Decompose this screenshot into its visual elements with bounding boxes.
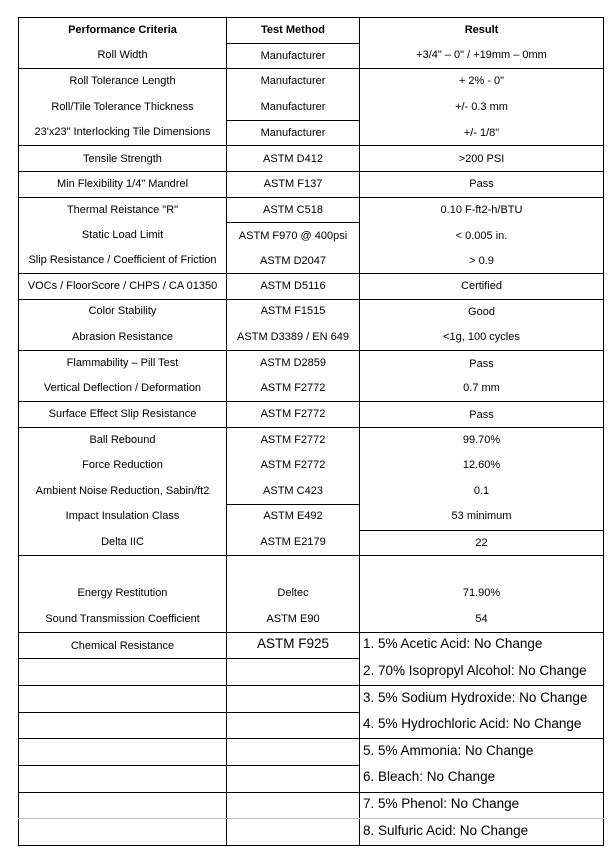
result-cell: 99.70% [462, 434, 501, 446]
criteria-cell: Ball Rebound [89, 434, 156, 446]
column-divider-1 [226, 17, 227, 846]
result-cell: 0.7 mm [463, 382, 500, 394]
table-border-top [18, 17, 604, 18]
method-cell: ASTM D2047 [259, 255, 327, 267]
criteria-cell: Energy Restitution [77, 587, 168, 599]
method-cell: ASTM F925 [256, 636, 330, 651]
result-cell: 0.1 [473, 485, 490, 497]
header-performance-criteria: Performance Criteria [68, 24, 177, 36]
criteria-cell: Roll/Tile Tolerance Thickness [51, 101, 194, 113]
method-cell: ASTM E90 [266, 613, 320, 625]
row-divider [18, 427, 604, 428]
result-cell: <1g, 100 cycles [443, 331, 520, 343]
row-divider [226, 222, 360, 223]
result-cell: +3/4" – 0" / +19mm – 0mm [416, 49, 547, 61]
method-cell: ASTM E2179 [260, 536, 326, 548]
row-divider [18, 171, 604, 172]
criteria-cell: Thermal Reistance "R" [66, 204, 179, 216]
method-cell: ASTM F1515 [260, 305, 326, 317]
chemical-result-item: 1. 5% Acetic Acid: No Change [363, 636, 543, 651]
result-cell: Certified [461, 280, 502, 292]
row-divider [18, 555, 604, 556]
row-divider [18, 685, 604, 686]
criteria-cell: Force Reduction [82, 459, 163, 471]
method-cell: ASTM F2772 [260, 459, 326, 471]
criteria-cell: Chemical Resistance [70, 640, 175, 652]
criteria-cell: Min Flexibility 1/4" Mandrel [56, 178, 189, 190]
result-cell: < 0.005 in. [455, 230, 508, 242]
result-cell: Pass [469, 409, 494, 421]
method-cell: ASTM E492 [263, 510, 323, 522]
row-divider [18, 273, 604, 274]
criteria-cell: Surface Effect Slip Resistance [48, 408, 197, 420]
chemical-result-item: 4. 5% Hydrochloric Acid: No Change [363, 716, 582, 731]
row-divider [18, 350, 604, 351]
criteria-cell: Color Stability [88, 305, 157, 317]
row-divider [18, 765, 360, 766]
criteria-cell: Tensile Strength [83, 153, 162, 165]
method-cell: ASTM C423 [263, 485, 323, 497]
criteria-cell: Static Load Limit [81, 229, 164, 241]
method-cell: ASTM D3389 / EN 649 [237, 331, 349, 343]
header-test-method: Test Method [261, 24, 325, 36]
result-cell: 54 [475, 613, 488, 625]
method-cell: ASTM F2772 [260, 382, 326, 394]
table-border-left [18, 17, 19, 846]
result-cell: 12.60% [462, 459, 501, 471]
method-cell: ASTM F137 [263, 178, 323, 190]
result-cell: + 2% - 0" [458, 75, 505, 87]
result-cell: 0.10 F-ft2-h/BTU [440, 204, 523, 216]
result-cell: Pass [469, 178, 494, 190]
row-divider [18, 792, 604, 793]
result-cell: +/- 1/8" [463, 127, 500, 139]
criteria-cell: Slip Resistance / Coefficient of Friction [28, 254, 217, 266]
chemical-result-item: 7. 5% Phenol: No Change [363, 796, 520, 811]
result-cell: >200 PSI [458, 153, 505, 165]
row-divider [226, 504, 360, 505]
result-cell: Good [468, 306, 495, 318]
row-divider [359, 530, 604, 531]
method-cell: Manufacturer [260, 75, 326, 87]
method-cell: Manufacturer [260, 127, 326, 139]
criteria-cell: Vertical Deflection / Deformation [43, 382, 202, 394]
chemical-result-item: 2. 70% Isopropyl Alcohol: No Change [363, 663, 587, 678]
criteria-cell: Flammability – Pill Test [66, 357, 179, 369]
row-divider [18, 658, 360, 659]
method-cell: Deltec [277, 587, 309, 599]
row-divider [18, 197, 604, 198]
row-divider [18, 299, 604, 300]
row-divider [18, 145, 604, 146]
chemical-result-item: 6. Bleach: No Change [363, 769, 496, 784]
header-result: Result [464, 24, 499, 36]
criteria-cell: 23'x23" Interlocking Tile Dimensions [34, 126, 211, 138]
row-divider [18, 632, 604, 633]
method-cell: ASTM F2772 [260, 408, 326, 420]
chemical-result-item: 8. Sulfuric Acid: No Change [363, 823, 529, 838]
criteria-cell: Delta IIC [101, 536, 144, 548]
result-cell: 53 minimum [451, 510, 512, 522]
criteria-cell: Abrasion Resistance [72, 331, 173, 343]
chemical-result-item: 5. 5% Ammonia: No Change [363, 743, 534, 758]
row-divider [18, 712, 360, 713]
result-cell: 22 [475, 537, 488, 549]
row-divider [226, 43, 360, 44]
row-divider [18, 738, 604, 739]
result-cell: Pass [469, 358, 494, 370]
result-cell: 71.90% [462, 587, 501, 599]
result-cell: > 0.9 [469, 255, 494, 267]
row-divider [226, 120, 360, 121]
criteria-cell: VOCs / FloorScore / CHPS / CA 01350 [27, 280, 218, 292]
criteria-cell: Ambient Noise Reduction, Sabin/ft2 [35, 485, 210, 497]
criteria-cell: Impact Insulation Class [65, 510, 180, 522]
method-cell: ASTM C518 [263, 204, 323, 216]
table-border-right [603, 17, 604, 846]
row-divider [18, 68, 604, 69]
table-border-bottom [18, 845, 604, 846]
method-cell: Manufacturer [260, 50, 326, 62]
row-divider [18, 401, 604, 402]
method-cell: ASTM F970 @ 400psi [238, 230, 348, 242]
criteria-cell: Roll Tolerance Length [69, 75, 176, 87]
method-cell: ASTM D5116 [260, 280, 326, 292]
criteria-cell: Sound Transmission Coefficient [45, 613, 200, 625]
row-divider [18, 818, 604, 819]
method-cell: ASTM D412 [263, 153, 323, 165]
chemical-result-item: 3. 5% Sodium Hydroxide: No Change [363, 690, 588, 705]
method-cell: ASTM D2859 [259, 357, 327, 369]
method-cell: ASTM F2772 [260, 434, 326, 446]
result-cell: +/- 0.3 mm [455, 101, 508, 113]
method-cell: Manufacturer [260, 101, 326, 113]
criteria-cell: Roll Width [97, 49, 148, 61]
